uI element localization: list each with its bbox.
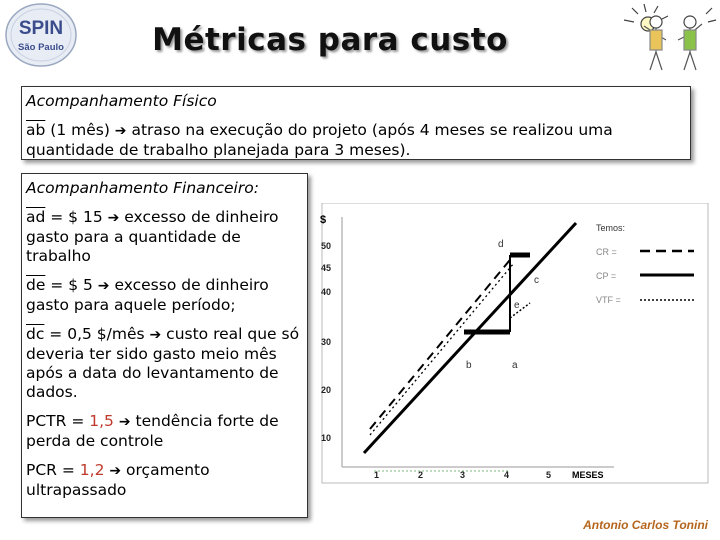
physical-ab-text — [26, 121, 686, 160]
ab-duration: (1 mês) — [45, 121, 115, 139]
point-label-b: b — [466, 360, 472, 371]
de-label: $\overline{de}$ — [26, 276, 46, 294]
point-label-c: c — [534, 275, 539, 286]
right-arrow-icon: ➔ — [107, 210, 120, 226]
legend-label-cp: CP = — [596, 271, 617, 281]
point-label-e: e — [514, 300, 520, 311]
dc-paragraph — [26, 325, 303, 402]
x-tick-label: 4 — [504, 470, 510, 480]
physical-tracking-box — [21, 86, 691, 160]
right-arrow-icon: ➔ — [97, 278, 110, 294]
ad-label: $\overline{ad}$ — [26, 208, 46, 226]
legend-title: Temos: — [596, 223, 626, 233]
pcr-label: PCR = — [26, 461, 80, 479]
dc-label: $\overline{dc}$ — [26, 325, 45, 343]
ab-label: $\overline{ab}$ — [26, 121, 46, 139]
point-label-d: d — [498, 239, 504, 250]
ad-paragraph — [26, 208, 303, 266]
two-people-lightbulb-icon — [612, 0, 720, 80]
point-label-a: a — [512, 360, 518, 371]
legend-label-cr: CR = — [596, 247, 617, 257]
page-title: Métricas para custo — [152, 22, 508, 58]
y-tick-label: 30 — [321, 337, 332, 347]
pctr-paragraph — [26, 412, 303, 451]
y-tick-label: 20 — [321, 385, 332, 395]
chart-frame — [322, 203, 708, 483]
ab-description: atraso na execução do projeto (após 4 meses se realizou uma quantidade de trabalho planejada para 3 meses). — [26, 121, 613, 159]
x-axis-label: MESES — [572, 470, 604, 480]
financial-heading: Acompanhamento Financeiro: — [26, 179, 259, 197]
ad-value: = $ 15 — [45, 208, 108, 226]
y-tick-label: 10 — [321, 433, 332, 443]
financial-tracking-box — [21, 173, 308, 518]
right-arrow-icon: ➔ — [109, 463, 122, 479]
de-value: = $ 5 — [45, 276, 98, 294]
right-arrow-icon: ➔ — [118, 414, 131, 430]
logo-spin-text: SPIN — [18, 18, 64, 39]
x-tick-label: 5 — [546, 470, 552, 480]
author-credit: Antonio Carlos Tonini — [583, 518, 708, 532]
de-paragraph — [26, 276, 303, 315]
pctr-value: 1,5 — [89, 412, 114, 430]
de-description: excesso de dinheiro gasto para aquele período; — [26, 276, 269, 314]
dc-description: custo real que só deveria ter sido gasto meio mês após a data do levantamento de dados. — [26, 325, 300, 401]
pcr-value: 1,2 — [79, 461, 105, 479]
x-tick-label: 1 — [374, 470, 380, 480]
pcr-description: orçamento ultrapassado — [26, 461, 210, 499]
y-tick-label: 50 — [321, 241, 332, 251]
right-arrow-icon: ➔ — [149, 327, 162, 343]
pcr-paragraph — [26, 461, 303, 500]
y-tick-label: 45 — [321, 263, 332, 273]
x-tick-label: 2 — [418, 470, 424, 480]
logo-city-text: São Paulo — [18, 42, 64, 53]
right-arrow-icon: ➔ — [114, 123, 127, 139]
pctr-label: PCTR = — [26, 412, 90, 430]
y-axis-label: $ — [320, 214, 327, 226]
pctr-description: tendência forte de perda de controle — [26, 412, 279, 450]
y-tick-label: 40 — [321, 287, 332, 297]
physical-heading: Acompanhamento Físico — [26, 92, 217, 110]
legend-label-vtf: VTF = — [596, 295, 621, 305]
cost-tracking-diagram — [314, 203, 710, 485]
dc-value: = 0,5 $/mês — [44, 325, 150, 343]
ad-description: excesso de dinheiro gasto para a quantidade de trabalho — [26, 208, 279, 265]
x-tick-label: 3 — [460, 470, 466, 480]
